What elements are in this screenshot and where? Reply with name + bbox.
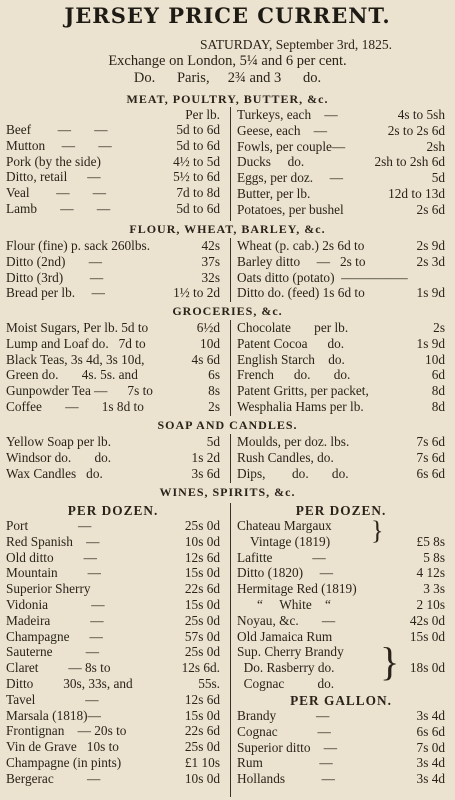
item-price: 42s 0d — [409, 612, 445, 628]
price-row — [237, 724, 445, 740]
item-name: Veal — — — [6, 185, 107, 201]
price-row — [237, 238, 445, 254]
item-price: 10d — [425, 351, 445, 367]
item-price: 25s 0d — [184, 739, 220, 755]
item-name: Patent Gritts, per packet, — [237, 383, 369, 399]
price-row — [237, 629, 445, 645]
item-price: 42s — [201, 238, 220, 253]
per-lb-label: Per lb. — [185, 107, 220, 122]
item-price: 10s 0d — [184, 770, 220, 786]
price-row — [237, 170, 445, 186]
wines-right-list — [237, 518, 445, 692]
item-name: Vin de Grave 10s to — [6, 739, 119, 755]
item-name: Beef — — — [6, 122, 108, 137]
item-price: 55s. — [198, 675, 220, 691]
price-row — [6, 154, 220, 170]
item-price: 2s 3d — [416, 253, 445, 269]
price-row — [6, 550, 220, 566]
item-name: Rum — — [237, 755, 333, 771]
item-price: 5 8s — [423, 549, 445, 565]
column-divider — [230, 107, 231, 221]
price-row — [237, 352, 445, 368]
item-price: 7s 6d — [416, 449, 445, 465]
item-price: 2s 9d — [416, 238, 445, 253]
price-row — [237, 399, 445, 415]
price-row — [237, 270, 445, 286]
price-row — [237, 740, 445, 756]
price-row — [6, 352, 220, 368]
item-price: 2s to 2s 6d — [387, 122, 445, 138]
price-row — [6, 565, 220, 581]
price-row — [237, 597, 445, 613]
item-price: 1½ to 2d — [173, 285, 220, 301]
column-divider — [230, 238, 231, 302]
item-price: 57s 0d — [184, 628, 220, 644]
item-price: 2s 6d — [416, 201, 445, 217]
price-row — [237, 336, 445, 352]
price-row — [237, 755, 445, 771]
price-row — [6, 169, 220, 185]
price-row — [237, 450, 445, 466]
price-row — [237, 676, 445, 692]
price-row — [237, 644, 445, 660]
price-row — [6, 367, 220, 383]
item-name: Tavel — — [6, 691, 99, 707]
section-soap-heading: SOAP AND CANDLES. — [157, 418, 298, 432]
price-row — [6, 434, 220, 450]
item-name: Champagne (in pints) — [6, 754, 122, 770]
item-name: Turkeys, each — — [237, 107, 338, 122]
item-name: Flour (fine) p. sack 260lbs. — [6, 238, 151, 253]
per-gallon-heading: PER GALLON. — [290, 693, 392, 708]
price-row — [237, 202, 445, 218]
item-name: Geese, each — — [237, 122, 328, 138]
item-name: Superior Sherry — [6, 581, 91, 597]
price-row — [6, 518, 220, 534]
item-name: Vintage (1819) — [237, 533, 331, 549]
price-row — [237, 613, 445, 629]
item-price: 2s — [208, 398, 220, 414]
item-price: 1s 2d — [191, 449, 220, 465]
price-row — [6, 708, 220, 724]
price-row — [6, 254, 220, 270]
section-groceries-heading: GROCERIES, &c. — [172, 304, 283, 318]
item-price: 3s 4d — [416, 771, 445, 787]
item-name: Fowls, per couple— — [237, 138, 346, 154]
item-price: 2 10s — [416, 596, 445, 612]
item-name: Butter, per lb. — [237, 185, 311, 201]
price-row — [6, 238, 220, 254]
price-row — [237, 139, 445, 155]
price-row — [237, 320, 445, 336]
item-name: Ditto (3rd) — — [6, 269, 104, 285]
item-price: £5 8s — [416, 533, 445, 549]
price-row — [6, 185, 220, 201]
item-price: £1 10s — [184, 754, 220, 770]
item-name: Mountain — — [6, 565, 101, 581]
item-price: 10s 0d — [184, 533, 220, 549]
price-row — [6, 534, 220, 550]
price-row — [237, 518, 445, 534]
price-row — [6, 320, 220, 336]
item-name: English Starch do. — [237, 351, 345, 367]
item-name: Wesphalia Hams per lb. — [237, 398, 364, 414]
price-row — [237, 534, 445, 550]
price-row — [237, 434, 445, 450]
item-name: Hollands — — [237, 771, 335, 787]
item-name: Patent Cocoa do. — [237, 335, 345, 351]
price-row — [237, 466, 445, 482]
brace-margaux: } — [371, 516, 384, 545]
price-row — [6, 739, 220, 755]
price-row — [237, 660, 445, 676]
item-price: 6s — [208, 367, 220, 383]
item-name: Cognac do. — [237, 675, 335, 691]
item-name: Ditto 30s, 33s, and — [6, 675, 133, 691]
item-price: 5d to 6d — [176, 122, 220, 137]
item-price: 4 12s — [416, 565, 445, 581]
item-name: “ White “ — [237, 596, 331, 612]
item-name: Hermitage Red (1819) — [237, 581, 357, 597]
item-price: 7d to 8d — [176, 185, 220, 201]
price-row — [6, 122, 220, 138]
item-price: 5½ to 6d — [173, 169, 220, 185]
item-price: 6d — [431, 367, 445, 383]
item-name: Port — — [6, 518, 92, 533]
price-row — [237, 708, 445, 724]
item-price: 2sh to 2sh 6d — [374, 154, 445, 170]
item-price: 18s 0d — [409, 660, 445, 676]
item-price: 3s 4d — [416, 708, 445, 723]
item-price: 22s 6d — [184, 723, 220, 739]
item-name: French do. do. — [237, 367, 351, 383]
item-name: Marsala (1818)— — [6, 707, 101, 723]
item-name: Old ditto — — [6, 549, 97, 565]
item-name: Bergerac — — [6, 770, 101, 786]
item-name: Ditto, retail — — [6, 169, 101, 185]
item-name: Frontignan — 20s to — [6, 723, 127, 739]
soap-left-list — [6, 434, 220, 481]
item-name: Claret — 8s to — [6, 660, 111, 676]
item-price: 2sh — [426, 138, 445, 154]
price-row — [6, 270, 220, 286]
item-name: Bread per lb. — — [6, 285, 105, 301]
price-row — [237, 550, 445, 566]
groceries-left-list — [6, 320, 220, 415]
price-row — [6, 581, 220, 597]
item-price: 7s 0d — [416, 739, 445, 755]
item-price: 1s 9d — [416, 285, 445, 301]
price-row — [6, 201, 220, 217]
item-price: 12s 6d. — [181, 660, 220, 676]
price-row — [6, 755, 220, 771]
price-row — [237, 107, 445, 123]
item-name: Lump and Loaf do. 7d to — [6, 335, 146, 351]
column-divider — [230, 320, 231, 416]
price-row — [237, 771, 445, 787]
price-row — [237, 254, 445, 270]
item-price: 8s — [208, 383, 220, 399]
meat-left-list — [6, 122, 220, 217]
item-price: 2s — [433, 320, 445, 335]
item-price: 32s — [201, 269, 220, 285]
meat-right-list — [237, 107, 445, 218]
item-price: 37s — [201, 253, 220, 269]
wines-right-heading: PER DOZEN. — [295, 503, 387, 518]
item-price: 3 3s — [423, 581, 445, 597]
item-price: 8d — [431, 383, 445, 399]
exchange-paris: Do. Paris, 2¾ and 3 do. — [133, 70, 322, 86]
price-row — [6, 660, 220, 676]
exchange-london: Exchange on London, 5¼ and 6 per cent. — [108, 53, 347, 69]
item-name: Moist Sugars, Per lb. 5d to — [6, 320, 149, 335]
item-name: Cognac — — [237, 723, 331, 739]
price-row — [237, 383, 445, 399]
item-name: Lamb — — — [6, 200, 111, 216]
item-price: 25s 0d — [184, 518, 220, 533]
price-row — [6, 285, 220, 301]
item-name: Lafitte — — [237, 549, 326, 565]
item-name: Pork (by the side) — [6, 153, 101, 169]
item-name: Oats ditto (potato) ————— — [237, 269, 408, 285]
price-row — [6, 613, 220, 629]
item-price: 6s 6d — [416, 723, 445, 739]
price-row — [237, 367, 445, 383]
item-name: Potatoes, per bushel — [237, 201, 344, 217]
item-price: 5d — [431, 170, 445, 186]
item-name: Sauterne — — [6, 644, 100, 660]
wines-left-heading: PER DOZEN. — [67, 503, 159, 518]
item-price: 15s 0d — [409, 628, 445, 644]
item-price: 15s 0d — [184, 596, 220, 612]
item-name: Coffee — 1s 8d to — [6, 398, 144, 414]
item-name: Wheat (p. cab.) 2s 6d to — [237, 238, 365, 253]
item-price: 5d — [206, 434, 220, 449]
item-name: Moulds, per doz. lbs. — [237, 434, 350, 449]
item-price: 4½ to 5d — [173, 153, 220, 169]
item-price: 15s 0d — [184, 565, 220, 581]
item-price: 3s 6d — [191, 465, 220, 481]
section-flour-heading: FLOUR, WHEAT, BARLEY, &c. — [129, 222, 326, 236]
item-price: 3s 4d — [416, 755, 445, 771]
item-name: Red Spanish — — [6, 533, 100, 549]
price-row — [237, 123, 445, 139]
wines-left-list — [6, 518, 220, 787]
item-name: Madeira — — [6, 612, 104, 628]
price-row — [237, 186, 445, 202]
price-row — [6, 399, 220, 415]
price-row — [6, 771, 220, 787]
item-price: 6s 6d — [416, 465, 445, 481]
column-divider — [230, 503, 231, 797]
item-price: 15s 0d — [184, 707, 220, 723]
item-name: Chateau Margaux — [237, 518, 332, 533]
price-row — [237, 581, 445, 597]
item-name: Wax Candles do. — [6, 465, 103, 481]
groceries-right-list — [237, 320, 445, 415]
item-name: Eggs, per doz. — — [237, 170, 343, 186]
masthead-title: JERSEY PRICE CURRENT. — [64, 3, 391, 28]
item-name: Do. Rasberry do. — [237, 660, 335, 676]
item-price: 10d — [200, 335, 220, 351]
price-row — [237, 154, 445, 170]
item-name: Ditto (1820) — — [237, 565, 334, 581]
gallon-list — [237, 708, 445, 787]
price-row — [6, 692, 220, 708]
item-name: Ditto do. (feed) 1s 6d to — [237, 285, 365, 301]
item-price: 6½d — [196, 320, 220, 335]
column-divider — [230, 434, 231, 483]
item-name: Sup. Cherry Brandy — [237, 644, 344, 660]
item-name: Brandy — — [237, 708, 330, 723]
section-meat-heading: MEAT, POULTRY, BUTTER, &c. — [126, 92, 329, 106]
item-price: 4s to 5sh — [397, 107, 445, 122]
price-row — [6, 644, 220, 660]
price-row — [6, 138, 220, 154]
price-row — [6, 723, 220, 739]
item-name: Noyau, &c. — — [237, 612, 336, 628]
item-price: 7s 6d — [416, 434, 445, 449]
item-price: 8d — [431, 398, 445, 414]
item-name: Gunpowder Tea — 7s to — [6, 383, 153, 399]
price-row — [6, 676, 220, 692]
section-wines-heading: WINES, SPIRITS, &c. — [159, 485, 296, 499]
item-name: Chocolate per lb. — [237, 320, 349, 335]
item-name: Green do. 4s. 5s. and — [6, 367, 138, 383]
brace-brandy-group: } — [380, 639, 400, 684]
soap-right-list — [237, 434, 445, 481]
price-row — [6, 450, 220, 466]
item-name: Yellow Soap per lb. — [6, 434, 112, 449]
price-row — [6, 336, 220, 352]
item-name: Champagne — — [6, 628, 103, 644]
item-price: 5d to 6d — [176, 200, 220, 216]
item-price: 22s 6d — [184, 581, 220, 597]
item-price: 4s 6d — [191, 351, 220, 367]
price-row — [237, 565, 445, 581]
item-name: Ducks do. — [237, 154, 305, 170]
item-price: 1s 9d — [416, 335, 445, 351]
item-price: 12s 6d — [184, 549, 220, 565]
item-price: 25s 0d — [184, 612, 220, 628]
item-name: Ditto (2nd) — — [6, 253, 103, 269]
item-price: 25s 0d — [184, 644, 220, 660]
price-row — [237, 285, 445, 301]
item-name: Vidonia — — [6, 596, 105, 612]
item-name: Barley ditto — 2s to — [237, 253, 366, 269]
item-name: Superior ditto — — [237, 739, 338, 755]
item-price: 12d to 13d — [388, 185, 445, 201]
flour-right-list — [237, 238, 445, 301]
price-row — [6, 597, 220, 613]
price-row — [6, 466, 220, 482]
item-name: Black Teas, 3s 4d, 3s 10d, — [6, 351, 145, 367]
price-row — [6, 629, 220, 645]
flour-left-list — [6, 238, 220, 301]
dateline: SATURDAY, September 3rd, 1825. — [200, 37, 393, 52]
item-price: 12s 6d — [184, 691, 220, 707]
item-name: Windsor do. do. — [6, 449, 112, 465]
item-name: Mutton — — — [6, 137, 112, 153]
item-name: Rush Candles, do. — [237, 449, 334, 465]
price-row — [6, 383, 220, 399]
item-name: Dips, do. do. — [237, 465, 349, 481]
item-name: Old Jamaica Rum — [237, 628, 333, 644]
item-price: 5d to 6d — [176, 137, 220, 153]
